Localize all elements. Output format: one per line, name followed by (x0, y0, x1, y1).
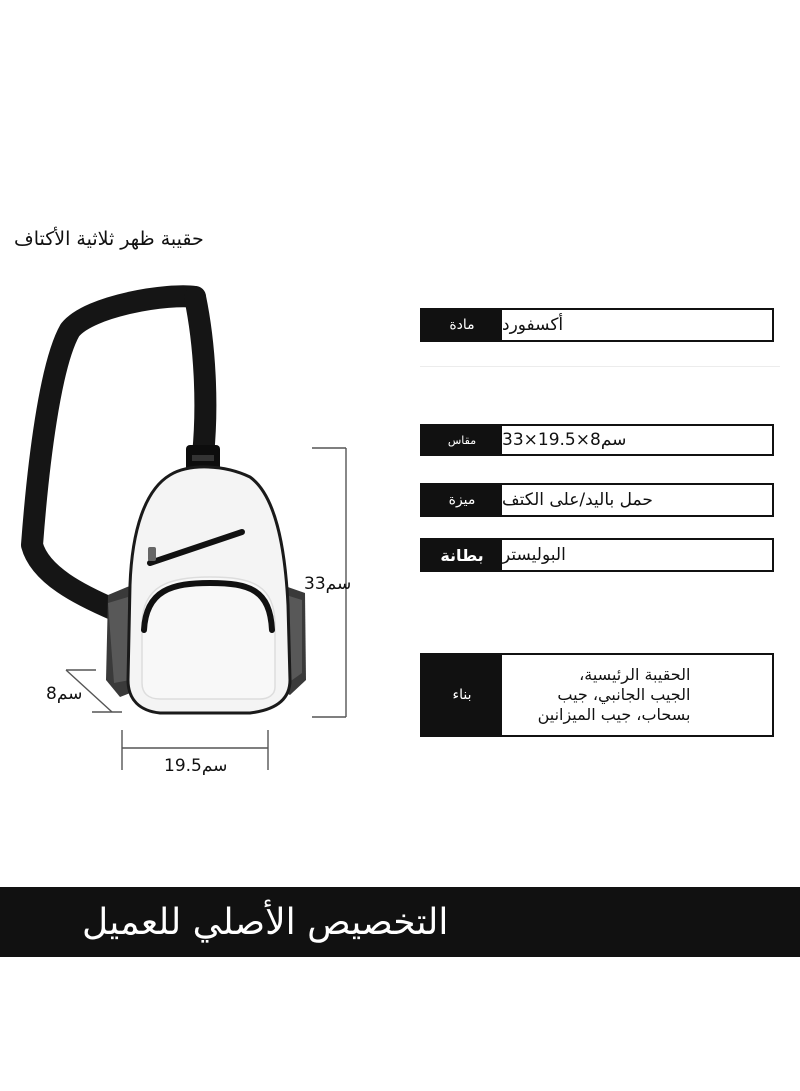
width-label: سم19.5 (164, 756, 228, 776)
spec-row-material (420, 308, 774, 342)
spec-row-lining (420, 538, 774, 572)
spec-row-size (420, 424, 774, 456)
spec-value-lining: البوليستر (502, 545, 566, 565)
banner-text: التخصيص الأصلي للعميل (82, 901, 449, 943)
spec-label-material: مادة (422, 310, 502, 340)
spec-row-structure (420, 653, 774, 737)
spec-label-lining: بطانة (422, 540, 502, 570)
spec-value-structure: الحقيبة الرئيسية، الجيب الجانبي، جيب بسحاب، جيب الميزانين (537, 665, 691, 724)
spec-label-structure: بناء (422, 655, 502, 735)
depth-label: سم8 (46, 684, 83, 704)
product-title: حقيبة ظهر ثلاثية الأكتاف (14, 228, 204, 250)
spec-value-feature: حمل باليد/على الكتف (502, 490, 653, 510)
spec-value-material: أكسفورد (502, 315, 564, 335)
spec-row-feature (420, 483, 774, 517)
spec-label-size: مقاس (422, 426, 502, 454)
bottom-banner (0, 887, 800, 957)
divider (420, 366, 780, 367)
height-label: سم33 (304, 574, 352, 594)
spec-value-size: سم8×19.5×33 (502, 430, 627, 450)
spec-label-feature: ميزة (422, 485, 502, 515)
